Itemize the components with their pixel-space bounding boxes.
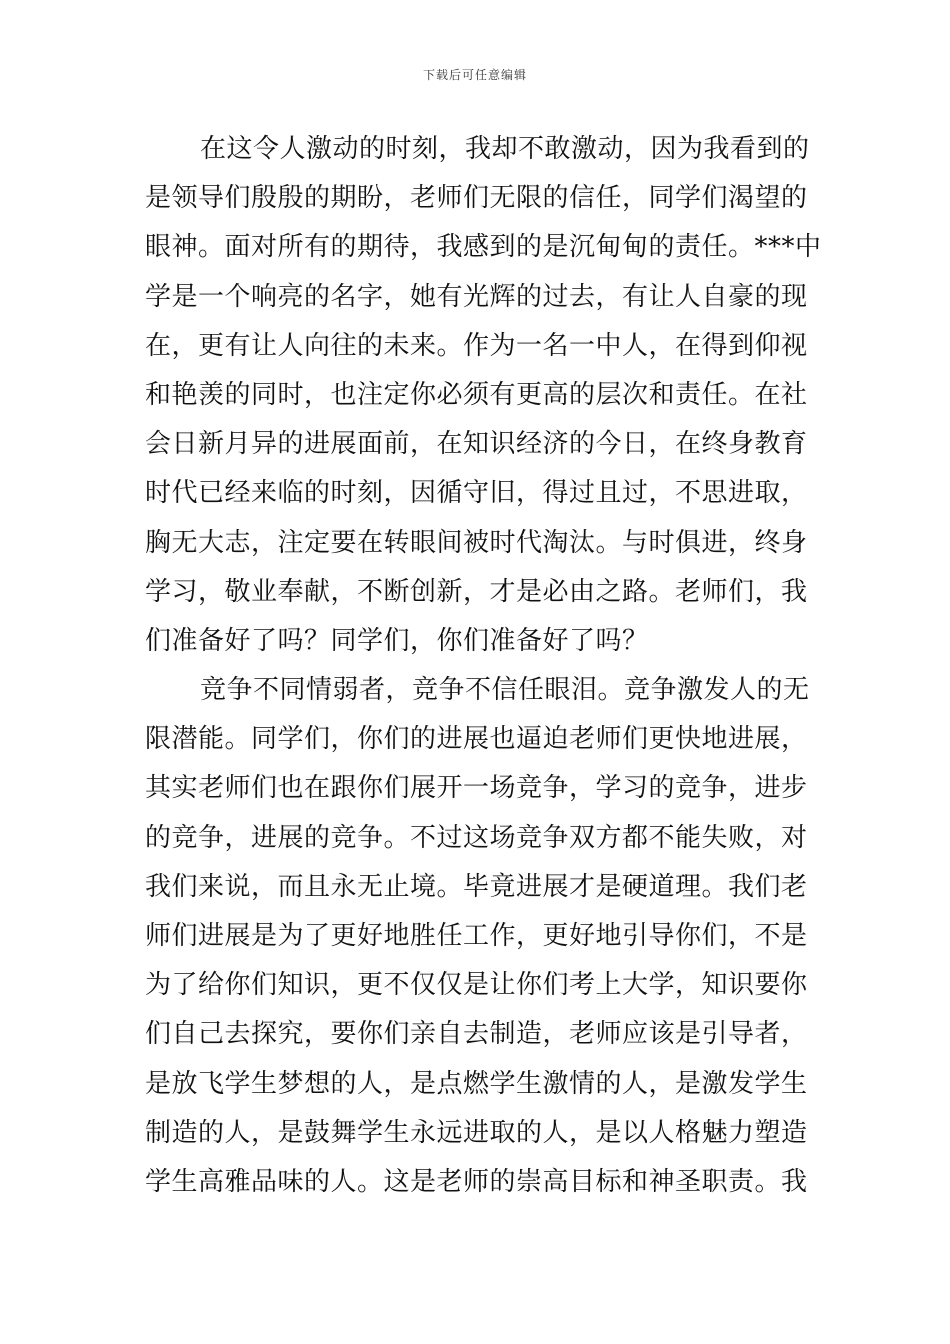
page-header: 下载后可任意编辑: [422, 68, 527, 82]
text-line: 竞争不同情弱者，竞争不信任眼泪。竞争激发人的无: [200, 675, 810, 706]
text-line: 是领导们殷殷的期盼，老师们无限的信任，同学们渴望的: [145, 183, 808, 214]
document-body: [145, 125, 822, 1207]
text-line: 制造的人，是鼓舞学生永远进取的人，是以人格魅力塑造: [145, 1117, 808, 1148]
text-line: 胸无大志，注定要在转眼间被时代淘汰。与时俱进，终身: [145, 527, 808, 558]
text-line: 会日新月异的进展面前，在知识经济的今日，在终身教育: [145, 429, 808, 460]
text-line: 眼神。面对所有的期待，我感到的是沉甸甸的责任。***中: [145, 232, 822, 263]
text-line: 是放飞学生梦想的人，是点燃学生激情的人，是激发学生: [145, 1068, 808, 1099]
paragraph-1: [145, 125, 822, 666]
text-line: 时代已经来临的时刻，因循守旧，得过且过，不思进取，: [145, 478, 808, 509]
text-line: 学是一个响亮的名字，她有光辉的过去，有让人自豪的现: [145, 281, 808, 312]
text-line: 学生高雅品味的人。这是老师的崇高目标和神圣职责。我: [145, 1166, 808, 1197]
text-line: 限潜能。同学们，你们的进展也逼迫老师们更快地进展，: [145, 724, 808, 755]
text-line: 我们来说，而且永无止境。毕竟进展才是硬道理。我们老: [145, 871, 808, 902]
text-line: 们自己去探究，要你们亲自去制造，老师应该是引导者，: [145, 1019, 808, 1050]
text-line: 们准备好了吗？同学们，你们准备好了吗？: [145, 625, 649, 656]
text-line: 师们进展是为了更好地胜任工作，更好地引导你们，不是: [145, 921, 808, 951]
text-line: 为了给你们知识，更不仅仅是让你们考上大学，知识要你: [145, 970, 808, 1001]
text-line: 在，更有让人向往的未来。作为一名一中人，在得到仰视: [145, 330, 808, 361]
text-line: 学习，敬业奉献，不断创新，才是必由之路。老师们，我: [145, 576, 808, 607]
text-line: 和艳羡的同时，也注定你必须有更高的层次和责任。在社: [145, 379, 808, 410]
text-line: 在这令人激动的时刻，我却不敢激动，因为我看到的: [200, 134, 810, 164]
text-line: 的竞争，进展的竞争。不过这场竞争双方都不能失败，对: [145, 822, 808, 853]
paragraph-2: [145, 666, 815, 1207]
text-line: 其实老师们也在跟你们展开一场竞争，学习的竞争，进步: [145, 773, 808, 804]
